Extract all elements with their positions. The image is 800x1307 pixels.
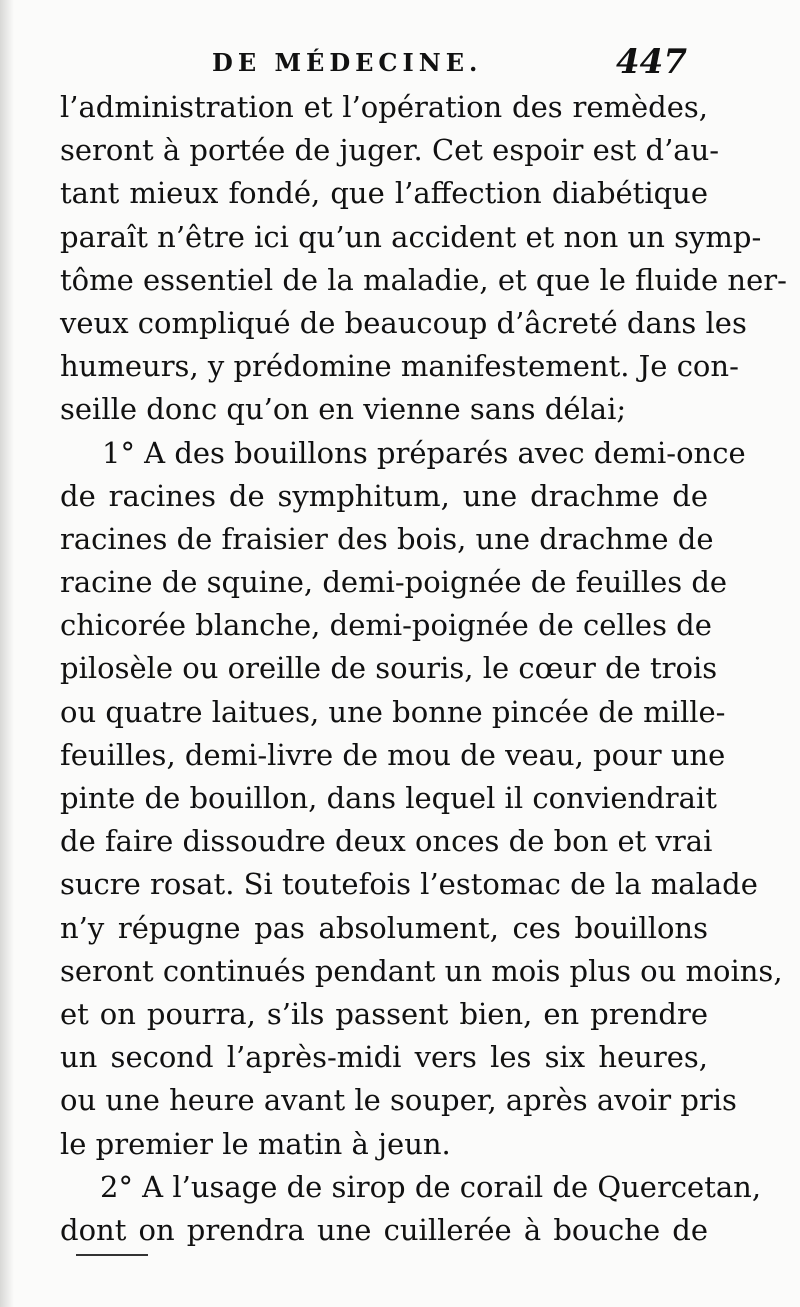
text-line: et on pourra, s’ils passent bien, en prendre [60, 996, 708, 1031]
text-line: n’y répugne pas absolument, ces bouillons [60, 910, 708, 945]
text-line: 2° A l’usage de sirop de corail de Quercetan, [100, 1169, 762, 1204]
text-line: racines de fraisier des bois, une drachme de [60, 521, 714, 556]
text-line: ou une heure avant le souper, après avoir pris [60, 1083, 737, 1118]
text-line: feuilles, demi-livre de mou de veau, pour une [60, 737, 726, 772]
text-line: seront à portée de juger. Cet espoir est d’au- [60, 133, 720, 168]
page-number: 447 [616, 42, 687, 82]
text-line: de faire dissoudre deux onces de bon et vrai [60, 824, 713, 859]
paragraph-2 [60, 432, 783, 1166]
footer-rule [76, 1254, 148, 1256]
text-line: veux compliqué de beaucoup d’âcreté dans les [60, 305, 747, 340]
text-line: un second l’après-midi vers les six heures, [60, 1040, 708, 1075]
text-line: tôme essentiel de la maladie, et que le fluide ner- [60, 262, 787, 297]
text-line: l’administration et l’opération des remèdes, [60, 90, 708, 124]
text-line: dont on prendra une cuillerée à bouche de [60, 1212, 708, 1247]
text-line: de racines de symphitum, une drachme de [60, 478, 708, 513]
text-line: chicorée blanche, demi-poignée de celles de [60, 608, 712, 643]
text-line: seille donc qu’on en vienne sans délai; [60, 392, 627, 427]
paragraph-1 [60, 86, 787, 432]
text-line: seront continués pendant un mois plus ou moins, [60, 953, 783, 988]
running-title: DE MÉDECINE. [212, 48, 483, 77]
text-line: sucre rosat. Si toutefois l’estomac de la malade [60, 867, 758, 902]
text-line: racine de squine, demi-poignée de feuilles de [60, 565, 728, 600]
body-text [60, 86, 787, 1252]
page-header [0, 42, 800, 82]
text-line: le premier le matin à jeun. [60, 1126, 451, 1161]
text-line: pinte de bouillon, dans lequel il conviendrait [60, 781, 717, 815]
text-line: tant mieux fondé, que l’affection diabétique [60, 176, 708, 211]
text-line: pilosèle ou oreille de souris, le cœur de trois [60, 651, 718, 686]
text-line: ou quatre laitues, une bonne pincée de mille- [60, 694, 726, 729]
paragraph-3 [60, 1166, 762, 1252]
text-line: paraît n’être ici qu’un accident et non un symp- [60, 219, 762, 254]
text-line: 1° A des bouillons préparés avec demi-once [102, 435, 746, 470]
text-line: humeurs, y prédomine manifestement. Je con- [60, 349, 739, 384]
